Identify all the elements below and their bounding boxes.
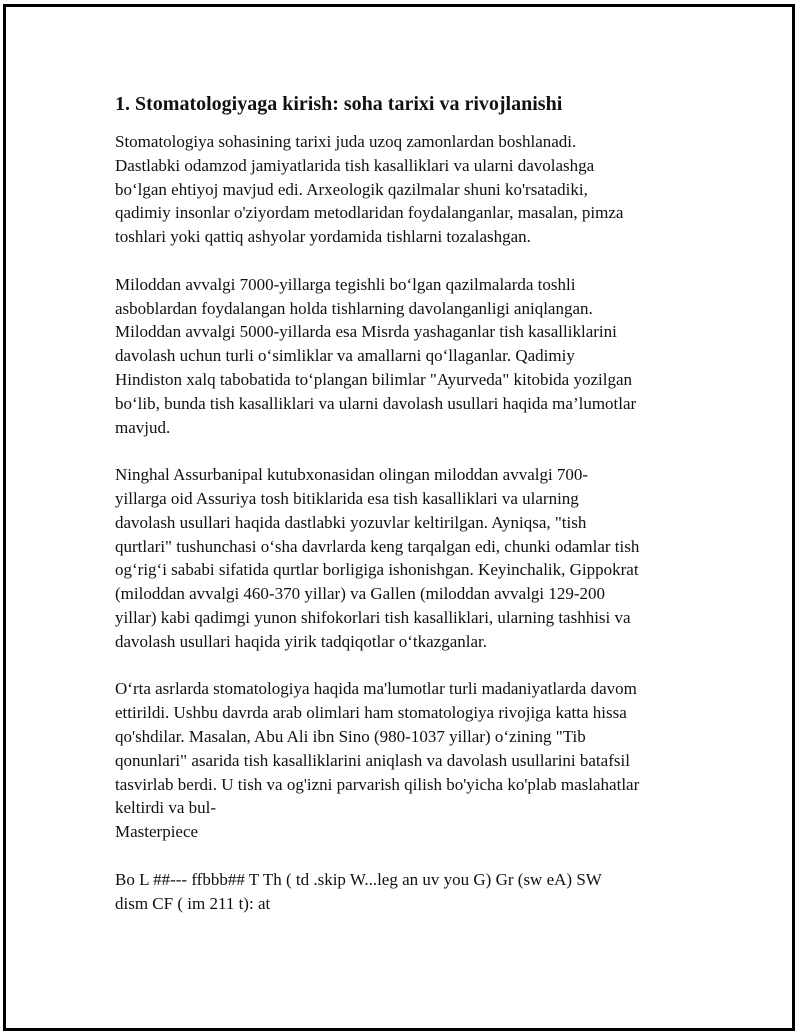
paragraph-middle-ages: O‘rta asrlarda stomatologiya haqida ma'lumotlar turli madaniyatlarda davom ettirildi. Ushbu davrda arab olimlari ham stomatologiya rivojiga katta hissa qo'shdilar. Masalan, Abu Ali ibn Sino (980-1037 yillar) o‘zining "Tib qonunlari" asarida tish kasalliklarini aniqlash va davolash usullarini batafsil tasvirlab berdi. U tish va og'izni parvarish qilish bo'yicha ko'plab maslahatlar keltirdi va bul- Masterpiece [115,679,640,842]
section-title: 1. Stomatologiyaga kirish: soha tarixi va rivojlanishi [115,93,563,115]
document-body [115,90,695,939]
paragraph-history-intro: Stomatologiya sohasining tarixi juda uzoq zamonlardan boshlanadi. Dastlabki odamzod jamiyatlarida tish kasalliklari va ularni davolashga bo‘lgan ehtiyoj mavjud edi. Arxeologik qazilmalar shuni ko'rsatadiki, qadimiy insonlar o'ziyordam metodlaridan foydalanganlar, masalan, pimza toshlari yoki qattiq ashyolar yordamida tishlarni tozalashgan. [115,132,624,247]
paragraph-garbled-text: Bo L ##--- ffbbb## T Th ( td .skip W...leg an uv you G) Gr (sw eA) SW dism CF ( im 211 t): at [115,869,602,913]
paragraph-assyria-greece: Ninghal Assurbanipal kutubxonasidan olingan miloddan avvalgi 700- yillarga oid Assuriya tosh bitiklarida esa tish kasalliklari va ularning davolash usullari haqida dastlabki yozuvlar keltirilgan. Ayniqsa, "tish qurtlari" tushunchasi o‘sha davrlarda keng tarqalgan edi, chunki odamlar tish og‘rig‘i sababi sifatida qurtlar borligiga ishonishgan. Keyinchalik, Gippokrat (miloddan avvalgi 460-370 yillar) va Gallen (miloddan avvalgi 129-200 yillar) kabi qadimgi yunon shifokorlari tish kasalliklari, ularning tashhisi va davolash usullari haqida yirik tadqiqotlar o‘tkazganlar. [115,465,640,651]
paragraph-ancient-period: Miloddan avvalgi 7000-yillarga tegishli bo‘lgan qazilmalarda toshli asboblardan foydalangan holda tishlarning davolanganligi aniqlangan. Miloddan avvalgi 5000-yillarda esa Misrda yashaganlar tish kasalliklarini davolash uchun turli o‘simliklar va amallarni qo‘llaganlar. Qadimiy Hindiston xalq tabobatida to‘plangan bilimlar "Ayurveda" kitobida yozilgan bo‘lib, bunda tish kasalliklari va ularni davolash usullari haqida ma’lumotlar mavjud. [115,274,637,437]
